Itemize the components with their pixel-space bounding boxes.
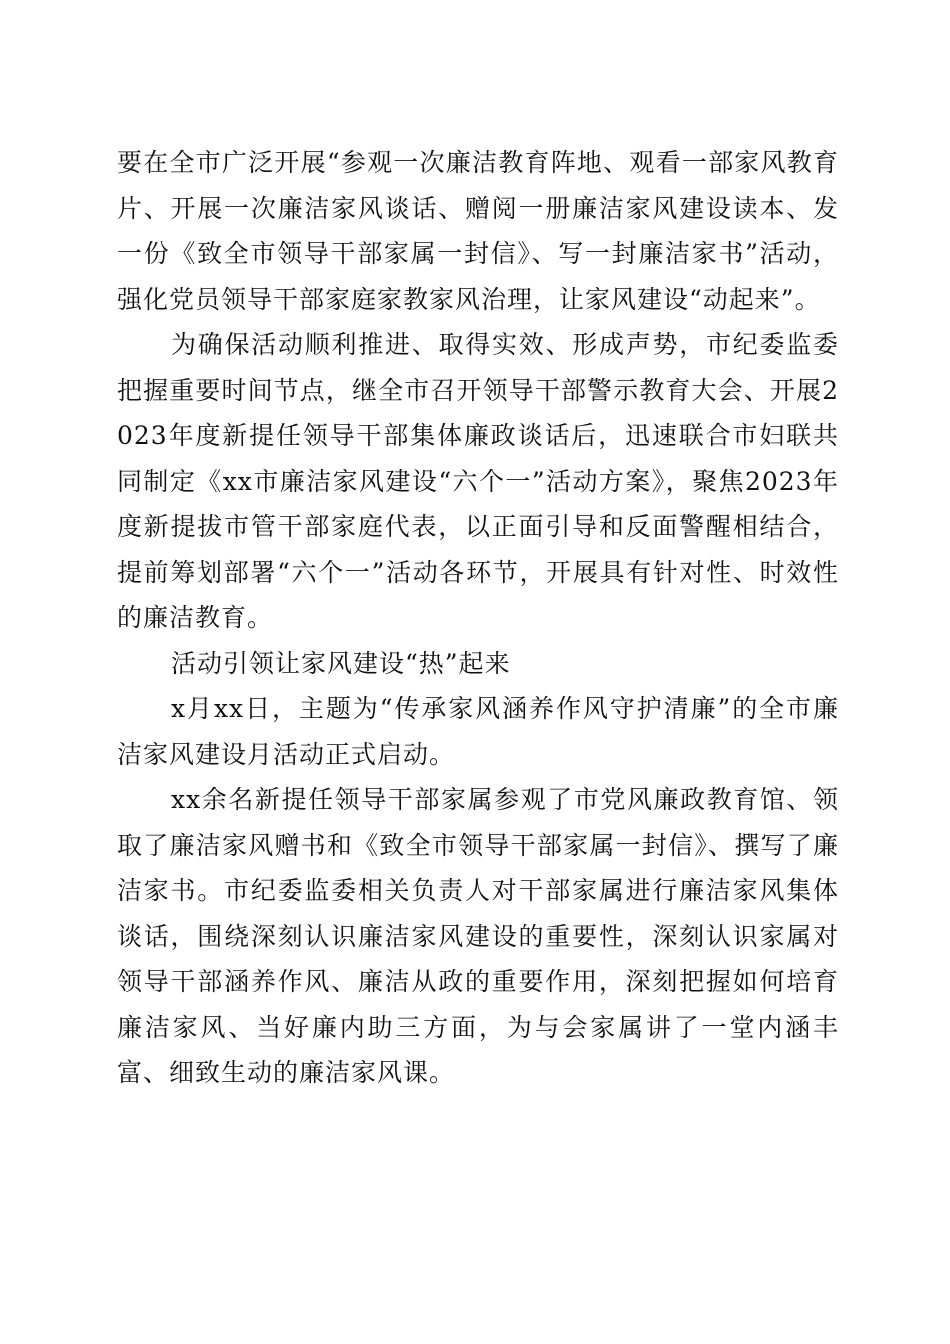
paragraph-4: xx余名新提任领导干部家属参观了市党风廉政教育馆、领取了廉洁家风赠书和《致全市领导干部家属一封信》、撰写了廉洁家书。市纪委监委相关负责人对干部家属进行廉洁家风集体谈话，围绕深刻认识廉洁家风建设的重要性，深刻认识家属对领导干部涵养作风、廉洁从政的重要作用，深刻把握如何培育廉洁家风、当好廉内助三方面，为与会家属讲了一堂内涵丰富、细致生动的廉洁家风课。 [117,785,839,1087]
paragraph-1: 要在全市广泛开展“参观一次廉洁教育阵地、观看一部家风教育片、开展一次廉洁家风谈话、赠阅一册廉洁家风建设读本、发一份《致全市领导干部家属一封信》、写一封廉洁家书”活动，强化党员领导干部家庭家教家风治理，让家风建设“动起来”。 [117,148,839,314]
paragraph-2: 为确保活动顺利推进、取得实效、形成声势，市纪委监委把握重要时间节点，继全市召开领导干部警示教育大会、开展2023年度新提任领导干部集体廉政谈话后，迅速联合市妇联共同制定《xx市廉洁家风建设“六个一”活动方案》，聚焦2023年度新提拔市管干部家庭代表，以正面引导和反面警醒相结合，提前筹划部署“六个一”活动各环节，开展具有针对性、时效性的廉洁教育。 [117,330,839,632]
document-body [117,140,839,1096]
section-heading: 活动引领让家风建设“热”起来 [171,648,511,678]
paragraph-3: x月xx日，主题为“传承家风涵养作风守护清廉”的全市廉洁家风建设月活动正式启动。 [117,694,839,769]
